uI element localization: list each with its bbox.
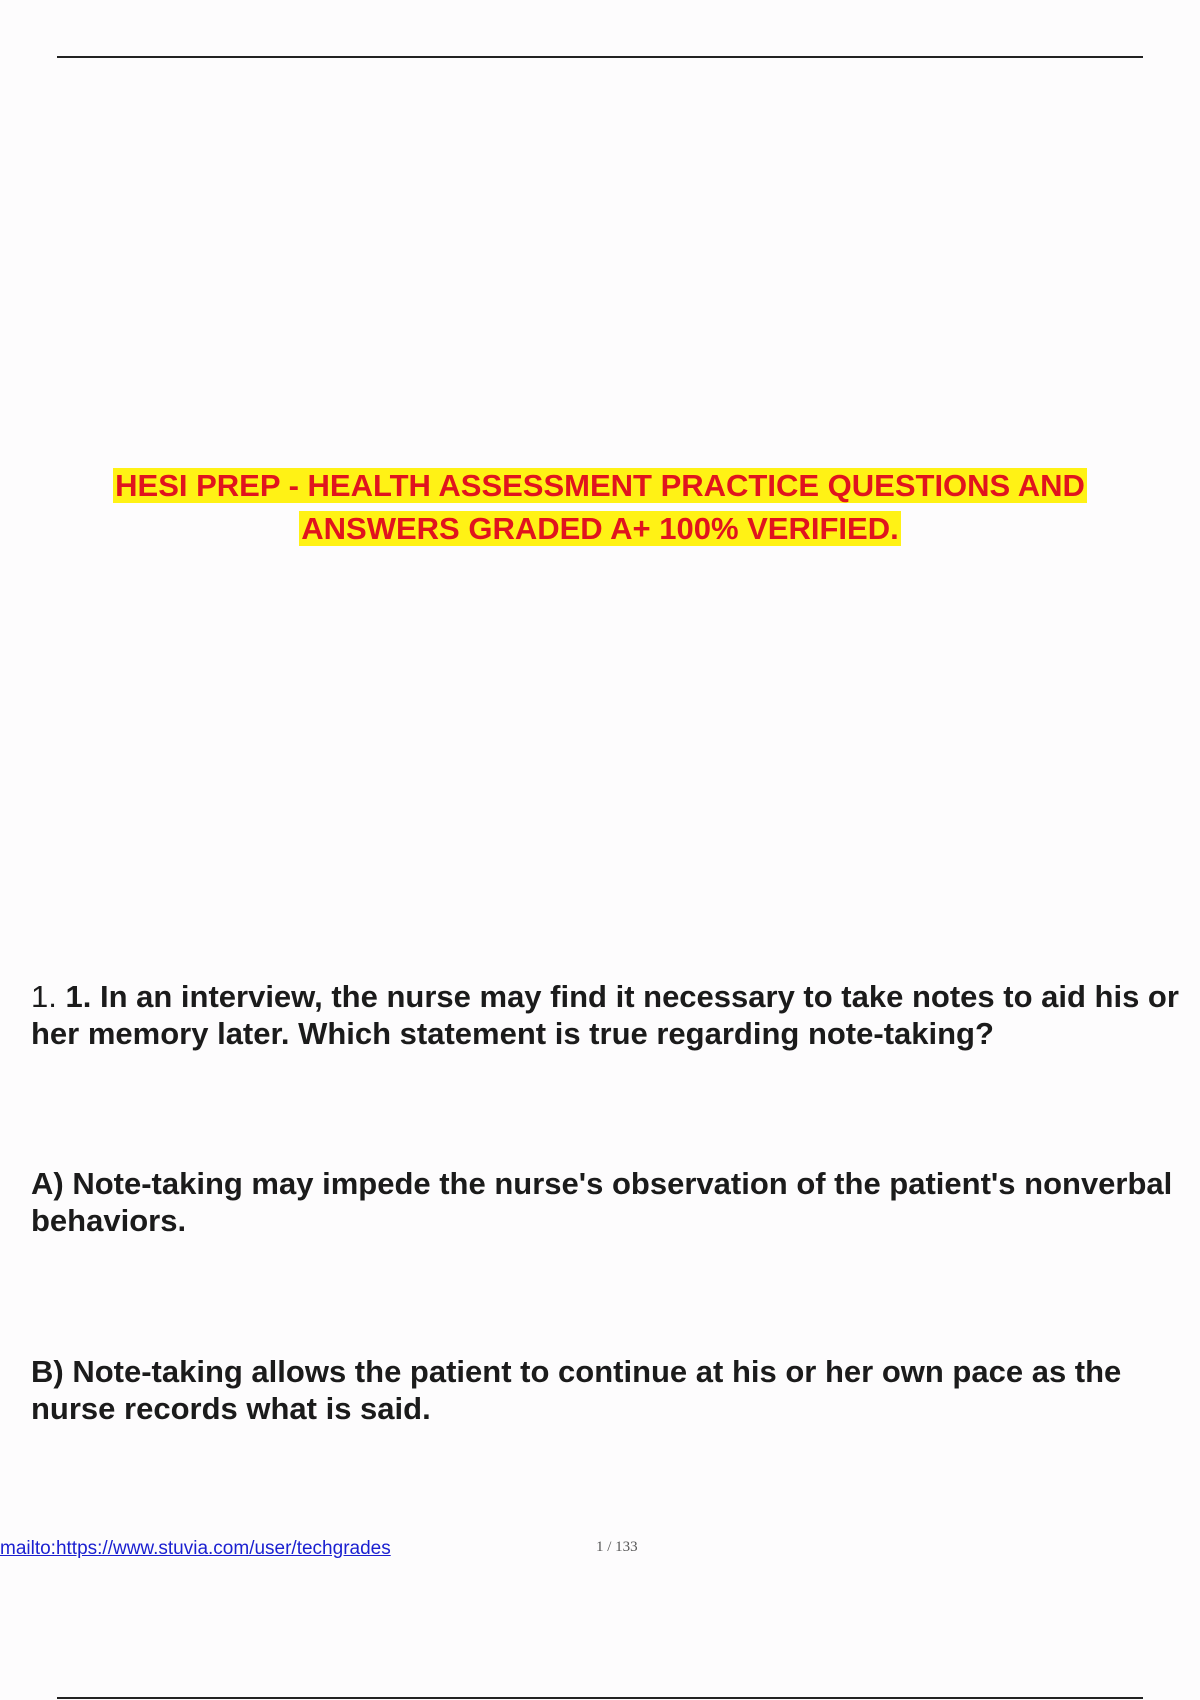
option-b: [31, 1353, 1200, 1427]
page-indicator: 1 / 133: [596, 1539, 638, 1555]
option-a: [31, 1165, 1200, 1239]
title-line-1: HESI PREP - HEALTH ASSESSMENT PRACTICE QUESTIONS AND: [115, 468, 1085, 503]
title-line-2: ANSWERS GRADED A+ 100% VERIFIED.: [301, 511, 899, 546]
question-text-line-2: her memory later. Which statement is true regarding note-taking?: [31, 1016, 994, 1051]
question-text-line-1: 1. In an interview, the nurse may find it necessary to take notes to aid his or: [65, 979, 1179, 1014]
option-b-line-2: nurse records what is said.: [31, 1391, 431, 1426]
top-divider: [57, 56, 1143, 58]
question-1: [31, 978, 1200, 1052]
question-line-1: [31, 978, 1200, 1015]
option-a-line-1: A) Note-taking may impede the nurse's observation of the patient's nonverbal: [31, 1166, 1173, 1201]
question-list-number: 1.: [31, 979, 57, 1014]
bottom-divider: [57, 1697, 1143, 1699]
option-b-line-1: B) Note-taking allows the patient to continue at his or her own pace as the: [31, 1354, 1122, 1389]
document-title: [60, 464, 1140, 550]
footer-mailto-link[interactable]: mailto:https://www.stuvia.com/user/techgrades: [0, 1538, 391, 1559]
option-a-line-2: behaviors.: [31, 1203, 187, 1238]
